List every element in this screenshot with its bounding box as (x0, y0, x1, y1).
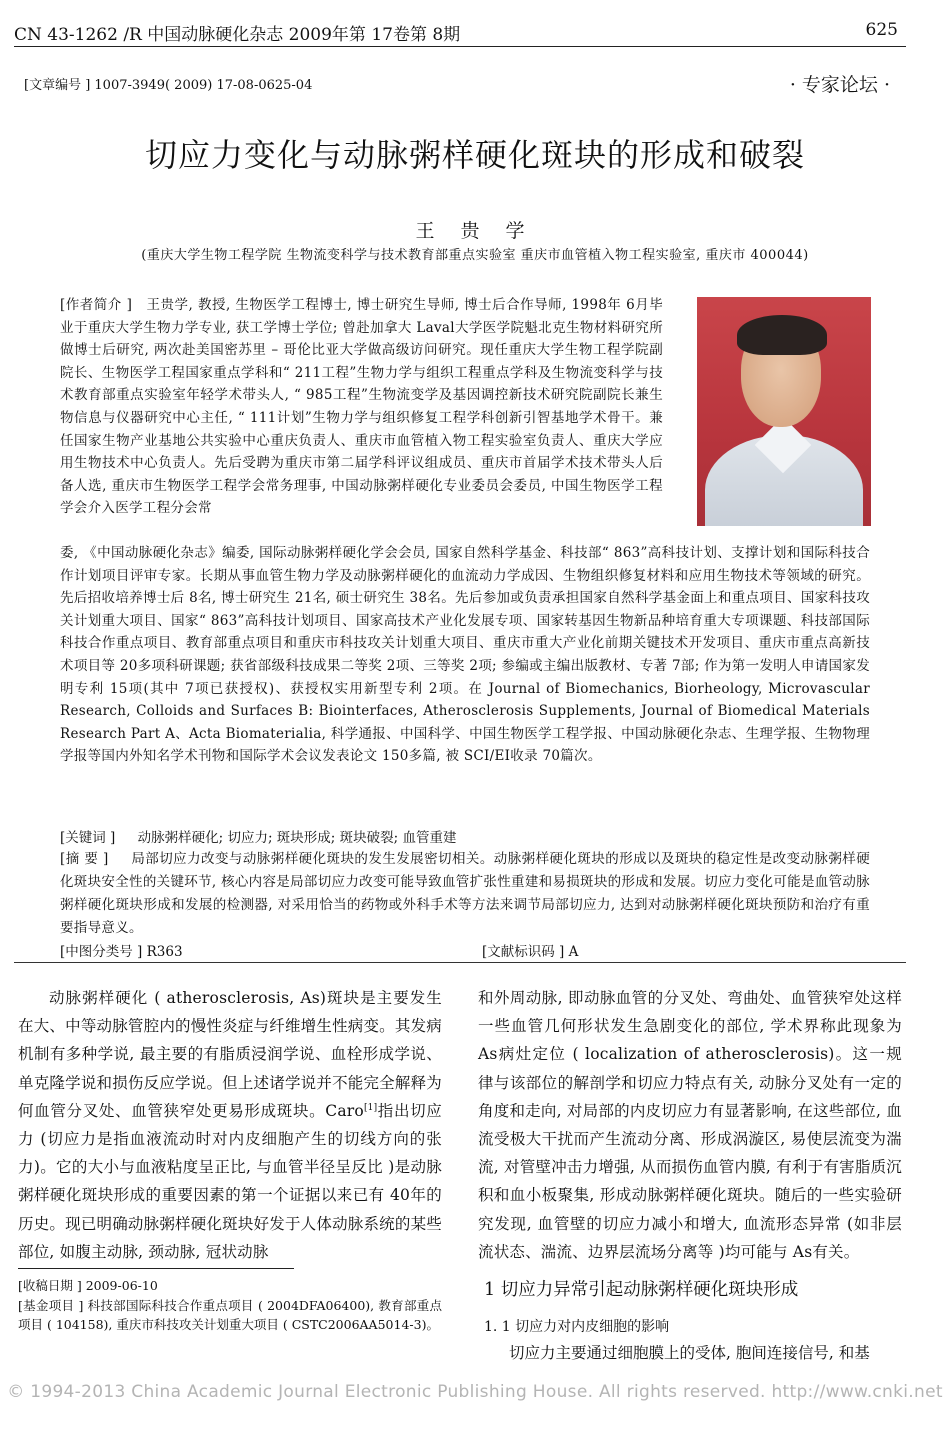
affiliation: (重庆大学生物工程学院 生物流变科学与技术教育部重点实验室 重庆市血管植入物工程实验室, 重庆市 400044) (141, 248, 809, 263)
author-name: 王 贵 学 (415, 220, 535, 242)
abstract-label: [摘 要 ] (60, 851, 109, 867)
article-number: [文章编号 ] 1007-3949( 2009) 17-08-0625-04 (24, 78, 313, 93)
column-label: · 专家论坛 · (789, 74, 890, 96)
document-code: [文献标识码 ] A (482, 944, 579, 960)
classification-number: [中图分类号 ] R363 (60, 944, 183, 960)
body-right-column: 和外周动脉, 即动脉血管的分叉处、弯曲处、血管狭窄处这样一些血管几何形状发生急剧变化的部位, 学术界称此现象为 As病灶定位 ( localization of atherosclerosis)。这一规律与该部位的解剖学和切应力特点有关, 动脉分叉处有一定的角度和走向, 对局部的内皮切应力有显著影响, 在这些部位, 血流受极大干扰而产生流动分离、形成涡漩区, 易使层流变为湍流, 对管壁冲击力增强, 从而损伤血管内膜, 有利于有害脂质沉积和血小板聚集, 形成动脉粥样硬化斑块。随后的一些实验研究发现, 血管壁的切应力减小和增大, 血流形态异常 (如非层流状态、湍流、边界层流场分离等 )均可能与 As有关。 (478, 989, 902, 1261)
header-rule (14, 46, 906, 47)
keywords-text: 动脉粥样硬化; 切应力; 斑块形成; 斑块破裂; 血管重建 (137, 830, 457, 846)
footnote-rule (18, 1268, 294, 1269)
footnote (18, 1276, 442, 1335)
section-rule (14, 962, 906, 963)
body-left-column (18, 984, 442, 1266)
bio-text-top: 王贵学, 教授, 生物医学工程博士, 博士研究生导师, 博士后合作导师, 1998年 6月毕业于重庆大学生物力学专业, 获工学博士学位; 曾赴加拿大 Laval大学医学院魁北克生物材料研究所做博士后研究, 两次赴美国密苏里 – 哥伦比亚大学做高级访问研究。现任重庆大学生物工程学院副院长、生物医学工程国家重点学科和“ 211工程”生物力学与组织工程重点学科及生物流变科学与技术教育部重点实验室年轻学术带头人, “ 985工程”生物流变学及基因调控新技术研究院副院长兼生物信息与仪器研究中心主任, “ 111计划”生物力学与组织修复工程学科创新引智基地学术骨干。兼任国家生物产业基地公共实验中心重庆负责人、重庆市血管植入物工程实验室负责人、重庆大学应用生物技术中心负责人。先后受聘为重庆市第二届学科评议组成员、重庆市首届学术技术带头人后备人选, 重庆市生物医学工程学会常务理事, 中国动脉粥样硬化专业委员会委员, 中国生物医学工程学会介入医学工程分会常 (60, 297, 663, 517)
section-1-1-text: 切应力主要通过细胞膜上的受体, 胞间连接信号, 和基 (509, 1344, 870, 1362)
keywords (60, 826, 456, 846)
section-1-heading: 1 切应力异常引起动脉粥样硬化斑块形成 (484, 1280, 799, 1300)
author-bio-top (60, 294, 663, 520)
journal-header: CN 43-1262 /R 中国动脉硬化杂志 2009年第 17卷第 8期 (14, 25, 461, 45)
body-left-text-b: 指出切应力 (切应力是指血液流动时对内皮细胞产生的切线方向的张力)。它的大小与血液粘度呈正比, 与血管半径呈反比 )是动脉粥样硬化斑块形成的重要因素的第一个证据以来已有 40年的历史。现已明确动脉粥样硬化斑块好发于人体动脉系统的某些部位, 如腹主动脉, 颈动脉, 冠状动脉 (18, 1101, 442, 1261)
bio-label: [作者简介 ] (60, 297, 133, 313)
keywords-label: [关键词 ] (60, 830, 116, 846)
section-1-1-heading: 1. 1 切应力对内皮细胞的影响 (484, 1319, 670, 1335)
copyright-footer: © 1994-2013 China Academic Journal Electronic Publishing House. All rights reserved. http://www.cnki.net (7, 1382, 943, 1402)
page-number: 625 (865, 20, 898, 40)
fund-project: [基金项目 ] 科技部国际科技合作重点项目 ( 2004DFA06400), 教育部重点项目 ( 104158), 重庆市科技攻关计划重大项目 ( CSTC2006AA5014-3)。 (18, 1297, 442, 1332)
abstract-text: 局部切应力改变与动脉粥样硬化斑块的发生发展密切相关。动脉粥样硬化斑块的形成以及斑块的稳定性是改变动脉粥样硬化斑块安全性的关键环节, 核心内容是局部切应力改变可能导致血管扩张性重建和易损斑块的形成和发展。切应力变化可能是血管动脉粥样硬化斑块形成和发展的检测器, 对采用恰当的药物或外科手术等方法来调节局部切应力, 达到对动脉粥样硬化斑块预防和治疗有重要指导意义。 (60, 851, 870, 936)
received-date: [收稿日期 ] 2009-06-10 (18, 1278, 158, 1293)
abstract (60, 848, 870, 940)
paper-title: 切应力变化与动脉粥样硬化斑块的形成和破裂 (144, 136, 805, 174)
citation-ref: [1] (363, 1102, 378, 1113)
author-bio-bottom: 委, 《中国动脉硬化杂志》编委, 国际动脉粥样硬化学会会员, 国家自然科学基金、科技部“ 863”高科技计划、支撑计划和国际科技合作计划项目评审专家。长期从事血管生物力学及动脉粥样硬化的血流动力学成因、生物组织修复材料和应用生物技术等领域的研究。先后招收培养博士后 8名, 博士研究生 21名, 硕士研究生 38名。先后参加或负责承担国家自然科学基金面上和重点项目、国家科技攻关计划重大项目、国家“ 863”高科技计划项目、国家高技术产业化发展专项、国家转基因生物新品种培育重大专项课题、科技部国际科技合作重点项目、教育部重点项目和重庆市科技攻关计划重大项目、重庆市重大产业化前期关键技术开发项目、重庆市重点高新技术项目等 20多项科研课题; 获省部级科技成果二等奖 2项、三等奖 2项; 参编或主编出版教材、专著 7部; 作为第一发明人申请国家发明专利 15项(其中 7项已获授权)、获授权实用新型专利 2项。在 Journal of Biomechanics, Biorheology, Microvascular Research, Colloids and Surfaces B: Biointerfaces, Atherosclerosis Supplements, Journal of Biomedical Materials Research Part A、Acta Biomaterialia, 科学通报、中国科学、中国生物医学工程学报、中国动脉硬化杂志、生理学报、生物物理学报等国内外知名学术刊物和国际学术会议发表论文 150多篇, 被 SCI/EI收录 70篇次。 (60, 545, 870, 765)
author-photo (697, 297, 871, 526)
body-left-text-a: 动脉粥样硬化 ( atherosclerosis, As)斑块是主要发生在大、中等动脉管腔内的慢性炎症与纤维增生性病变。其发病机制有多种学说, 最主要的有脂质浸润学说、血栓形成学说、单克隆学说和损伤反应学说。但上述诸学说并不能完全解释为何血管分叉处、血管狭窄处更易形成斑块。Caro (18, 989, 442, 1120)
